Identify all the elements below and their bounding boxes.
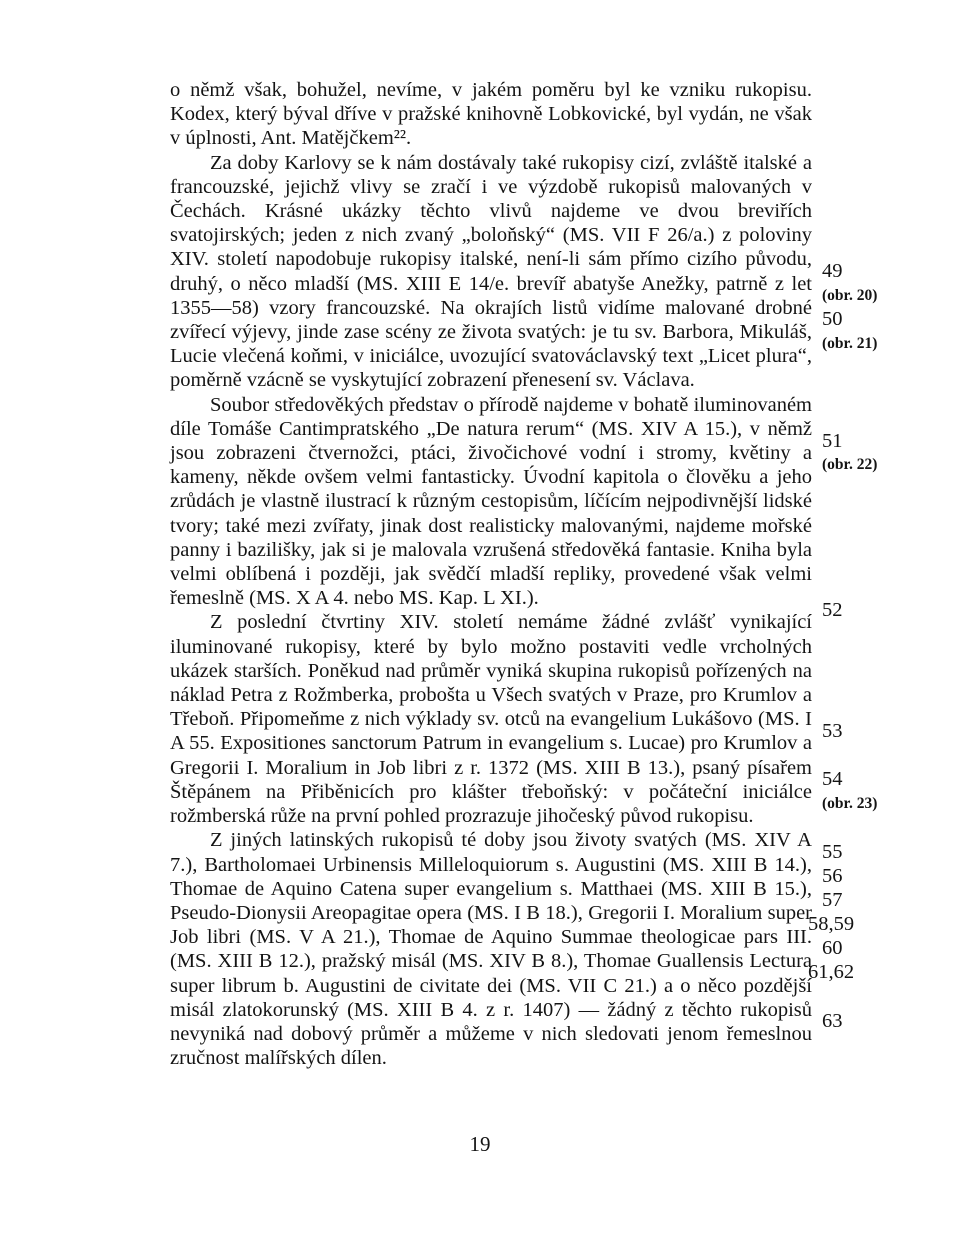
margin-note: 61,62	[808, 961, 855, 983]
margin-note: 58,59	[808, 913, 855, 935]
margin-note: 49	[822, 260, 843, 282]
margin-note: 57	[822, 889, 843, 911]
margin-note: 55	[822, 841, 843, 863]
margin-note: 54	[822, 768, 843, 790]
margin-note-figure: (obr. 22)	[822, 456, 878, 473]
margin-note-figure: (obr. 20)	[822, 287, 878, 304]
margin-note: 63	[822, 1010, 843, 1032]
margin-note-figure: (obr. 23)	[822, 795, 878, 812]
paragraph-4: Z poslední čtvrtiny XIV. století nemáme žádné zvlášť vynikající iluminované rukopisy, které by bylo možno postaviti vedle vrcholných ukázek starších. Poněkud nad průměr vyniká skupina rukopisů pořízených na náklad Petra z Rožmberka, probošta u Všech svatých v Praze, pro Krumlov a Třeboň. Připomeňme z nich výklady sv. otců na evangelium Lukášovo (MS. I A 55. Expositiones sanctorum Patrum in evangelium s. Lucae) pro Krumlov a Gregorii I. Moralium in Job libri z r. 1372 (MS. XIII B 13.), psaný písařem Štěpánem na Přiběnicích pro klášter třeboňský: v počáteční iniciálce rožmberská růže na první pohled prozrazuje jihočeský původ rukopisu.	[170, 611, 812, 828]
paragraph-2: Za doby Karlovy se k nám dostávaly také rukopisy cizí, zvláště italské a francouzské, jejichž vlivy se zračí i ve výzdobě rukopisů malovaných v Čechách. Krásné ukázky těchto vlivů najdeme ve dvou breviřích svatojirských; jeden z nich zvaný „boloňský“ (MS. VII F 26/a.) z poloviny XIV. století napodobuje rukopisy italské, není-li sám přímo cizího původu, druhý, o něco mladší (MS. XIII E 14/e. brevíř abatyše Anežky, patrně z let 1355—58) vzory francouzské. Na okrajích listů vidíme malované drobné zvířecí výjevy, jinde zase scény ze života svatých: je tu sv. Barbora, Mikuláš, Lucie vlečená koňmi, v iniciálce, uvozující svatováclavský text „Licet plura“, poměrně vzácně se vyskytující zobrazení přenesení sv. Václava.	[170, 151, 812, 392]
paragraph-3: Soubor středověkých představ o přírodě najdeme v bohatě iluminovaném díle Tomáše Cantimpratského „De natura rerum“ (MS. XIV A 15.), v němž jsou zobrazeni čtvernožci, ptáci, živočichové vodní i stromy, květiny a kameny, někde ovšem velmi fantasticky. Úvodní kapitola o člověku a jeho zrůdách je vlastně ilustrací k různým cestopisům, líčícím nejpodivnější lidské tvory; také mezi zvířaty, jinak dost realisticky malovanými, najdeme mořské panny i bazilišky, jak si je malovala vzrušená středověká fantasie. Kniha byla velmi oblíbená i později, jak svědčí mladší repliky, provedené však velmi řemeslně (MS. X A 4. nebo MS. Kap. L XI.).	[170, 393, 812, 610]
margin-note: 52	[822, 599, 843, 621]
margin-note: 50	[822, 308, 843, 330]
margin-note: 56	[822, 865, 843, 887]
paragraph-1: o němž však, bohužel, nevíme, v jakém poměru byl ke vzniku rukopisu. Kodex, který býval dříve v pražské knihovně Lobkovické, byl vydán, ne však v úplnosti, Ant. Matějčkem²².	[170, 79, 812, 150]
paragraph-5: Z jiných latinských rukopisů té doby jsou životy svatých (MS. XIV A 7.), Bartholomaei Urbinensis Milleloquiorum s. Augustini (MS. XIII B 14.), Thomae de Aquino Catena super evangelium s. Matthaei (MS. XIII B 15.), Pseudo-Dionysii Areopagitae opera (MS. I B 18.), Gregorii I. Moralium super Job libri (MS. V A 21.), Thomae de Aquino Summae theologicae pars III. (MS. XIII B 12.), pražský misál (MS. XIV B 8.), Thomae Guallensis Lectura super librum b. Augustini de civitate dei (MS. VII C 21.) a o něco pozdější misál zlatokorunský (MS. XIII B 4. z r. 1407) — žádný z těchto rukopisů nevyniká nad dobový průměr a můžeme v nich sledovati jenom řemeslnou zručnost malířských dílen.	[170, 829, 812, 1070]
margin-note-figure: (obr. 21)	[822, 335, 878, 352]
body-text	[170, 78, 812, 1070]
margin-note: 60	[822, 937, 843, 959]
margin-note: 53	[822, 720, 843, 742]
page-number: 19	[469, 1132, 491, 1156]
margin-note: 51	[822, 430, 843, 452]
